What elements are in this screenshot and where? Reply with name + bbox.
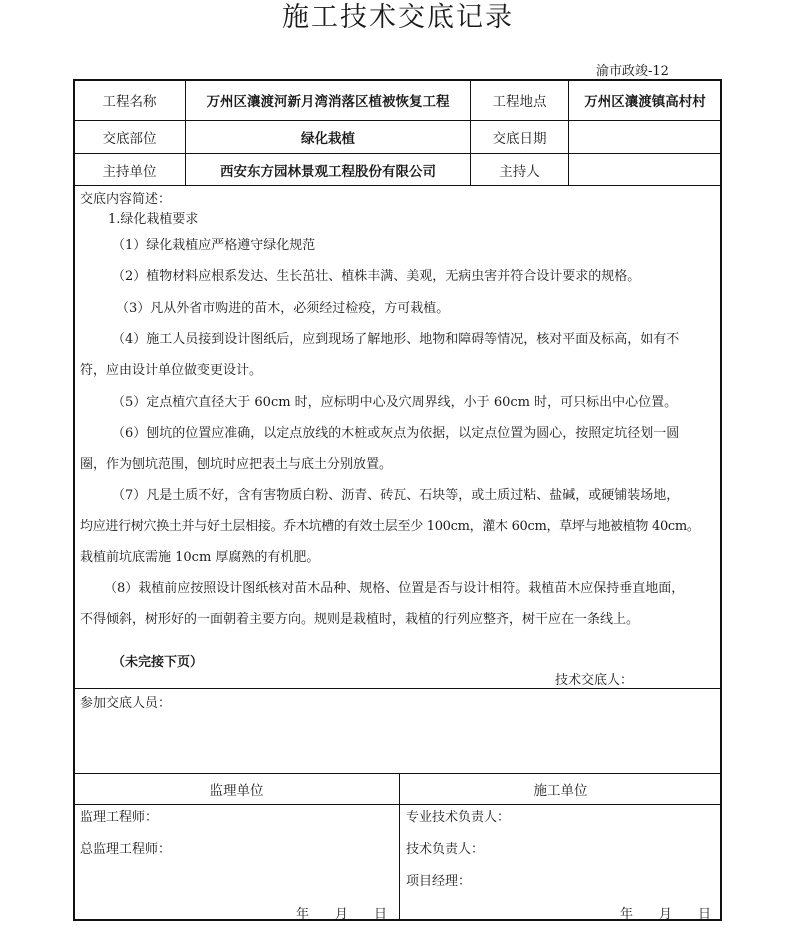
tech-lead-label: 技术负责人： (406, 842, 485, 857)
grid-line (73, 185, 722, 186)
page-title: 施工技术交底记录 (282, 2, 514, 33)
location-label: 工程地点 (492, 94, 547, 110)
construction-date: 年 月 日 (620, 907, 712, 922)
project-name-value: 万州区瀼渡河新月湾消落区植被恢复工程 (206, 94, 450, 110)
content-line: （4）施工人员接到设计图纸后，应到现场了解地形、地物和障碍等情况，核对平面及标高，如有不 (112, 332, 680, 347)
tech-lead-specialist-label: 专业技术负责人： (406, 810, 511, 825)
continued-note: （未完接下页） (112, 655, 204, 670)
date-label: 交底日期 (492, 131, 547, 147)
content-line: 圈，作为刨坑范围，刨坑时应把表土与底土分别放置。 (80, 457, 393, 472)
supervision-date: 年 月 日 (296, 907, 388, 922)
content-line: 不得倾斜，树形好的一面朝着主要方向。规则是栽植时，栽植的行列应整齐，树干应在一条线上。 (80, 612, 640, 627)
participants-label: 参加交底人员： (80, 696, 172, 711)
grid-line (73, 688, 722, 689)
content-line: 栽植前坑底需施 10cm 厚腐熟的有机肥。 (80, 550, 320, 565)
content-line: （5）定点植穴直径大于 60cm 时，应标明中心及穴周界线，小于 60cm 时，可只标出中心位置。 (112, 395, 678, 410)
construction-unit-label: 施工单位 (533, 783, 588, 799)
content-heading: 交底内容简述： (80, 192, 172, 207)
date-value (569, 121, 721, 153)
presenter-label: 技术交底人： (555, 673, 634, 688)
content-line: 均应进行树穴换土并与好土层相接。乔木坑槽的有效土层至少 100cm，灌木 60cm，草坪与地被植物 40cm。 (80, 519, 700, 534)
grid-line (73, 804, 722, 805)
content-line: （8）栽植前应按照设计图纸核对苗木品种、规格、位置是否与设计相符。栽植苗木应保持垂直地面， (104, 581, 685, 596)
supervision-engineer-label: 监理工程师： (80, 810, 159, 825)
part-label: 交底部位 (102, 131, 157, 147)
content-line: （1）绿化栽植应严格遵守绿化规范 (112, 238, 316, 253)
content-line: （7）凡是土质不好，含有害物质白粉、沥青、砖瓦、石块等，或土质过粘、盐碱，或硬铺装场地， (112, 488, 680, 503)
content-line: （3）凡从外省市购进的苗木，必须经过检疫，方可栽植。 (116, 301, 450, 316)
host-person-label: 主持人 (499, 163, 540, 180)
part-value: 绿化栽植 (301, 131, 355, 147)
content-line: 符，应由设计单位做变更设计。 (80, 363, 263, 378)
chief-supervision-engineer-label: 总监理工程师： (80, 842, 172, 857)
content-line: （6）刨坑的位置应准确，以定点放线的木桩或灰点为依据，以定点位置为圆心，按照定坑径划一圆 (112, 426, 680, 441)
supervision-unit-label: 监理单位 (209, 783, 264, 799)
document-code: 渝市政竣-12 (596, 64, 669, 79)
section-heading: 1.绿化栽植要求 (108, 212, 199, 227)
host-person-value (569, 154, 721, 185)
content-line: （2）植物材料应根系发达、生长茁壮、植株丰满、美观，无病虫害并符合设计要求的规格。 (112, 269, 641, 284)
host-unit-value: 西安东方园林景观工程股份有限公司 (220, 163, 436, 180)
host-unit-label: 主持单位 (102, 163, 157, 180)
project-manager-label: 项目经理： (406, 874, 472, 889)
location-value: 万州区瀼渡镇高村村 (584, 94, 706, 110)
project-name-label: 工程名称 (102, 94, 157, 110)
